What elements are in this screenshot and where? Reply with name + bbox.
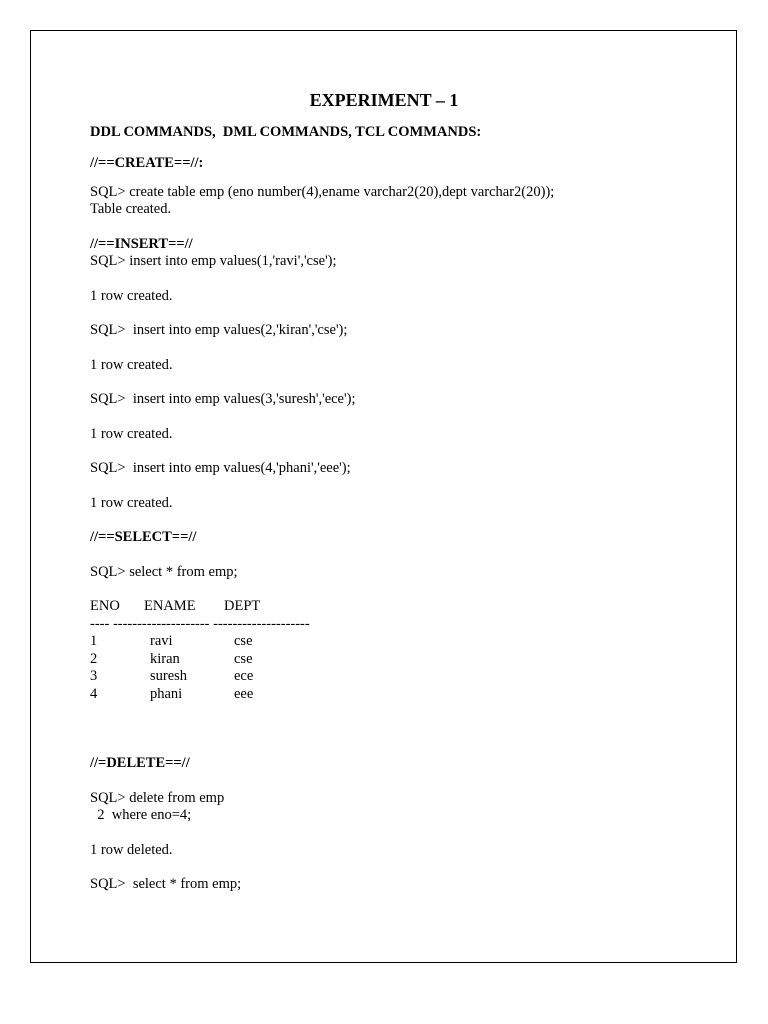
insert-command-2: SQL> insert into emp values(2,'kiran','cse');	[90, 322, 348, 338]
insert-result-4: 1 row created.	[90, 495, 173, 511]
cell-ename: ravi	[150, 633, 173, 649]
insert-command-4: SQL> insert into emp values(4,'phani','eee');	[90, 460, 351, 476]
select-command-followup: SQL> select * from emp;	[90, 876, 242, 892]
cell-dept: cse	[234, 633, 253, 649]
result-header	[0, 598, 768, 615]
insert-result-2: 1 row created.	[90, 357, 173, 373]
cell-eno: 3	[90, 668, 98, 684]
column-header: DEPT	[224, 598, 261, 614]
column-header: ENO	[90, 598, 120, 614]
cell-eno: 1	[90, 633, 98, 649]
insert-result-1: 1 row created.	[90, 288, 173, 304]
delete-heading: //=DELETE==//	[90, 755, 190, 771]
delete-command-line1: SQL> delete from emp	[90, 790, 225, 806]
delete-command-line2: 2 where eno=4;	[90, 807, 192, 823]
create-command: SQL> create table emp (eno number(4),ename varchar2(20),dept varchar2(20));	[90, 184, 555, 200]
insert-command-3: SQL> insert into emp values(3,'suresh','ece');	[90, 391, 356, 407]
column-header: ENAME	[144, 598, 196, 614]
select-heading: //==SELECT==//	[90, 529, 197, 545]
cell-ename: kiran	[150, 651, 180, 667]
result-separator: ---- -------------------- --------------------	[90, 616, 310, 632]
table-row	[0, 651, 768, 668]
insert-command-1: SQL> insert into emp values(1,'ravi','cse');	[90, 253, 337, 269]
select-command: SQL> select * from emp;	[90, 564, 238, 580]
cell-dept: ece	[234, 668, 254, 684]
table-row	[0, 668, 768, 685]
cell-eno: 2	[90, 651, 98, 667]
create-heading: //==CREATE==//:	[90, 155, 204, 171]
insert-result-3: 1 row created.	[90, 426, 173, 442]
delete-result: 1 row deleted.	[90, 842, 173, 858]
cell-dept: cse	[234, 651, 253, 667]
cell-ename: suresh	[150, 668, 188, 684]
page-title: EXPERIMENT – 1	[309, 90, 459, 110]
cell-eno: 4	[90, 686, 98, 702]
table-row	[0, 686, 768, 703]
subtitle: DDL COMMANDS, DML COMMANDS, TCL COMMANDS:	[90, 124, 482, 140]
create-result: Table created.	[90, 201, 172, 217]
insert-heading: //==INSERT==//	[90, 236, 193, 252]
cell-ename: phani	[150, 686, 183, 702]
cell-dept: eee	[234, 686, 254, 702]
table-row	[0, 633, 768, 650]
